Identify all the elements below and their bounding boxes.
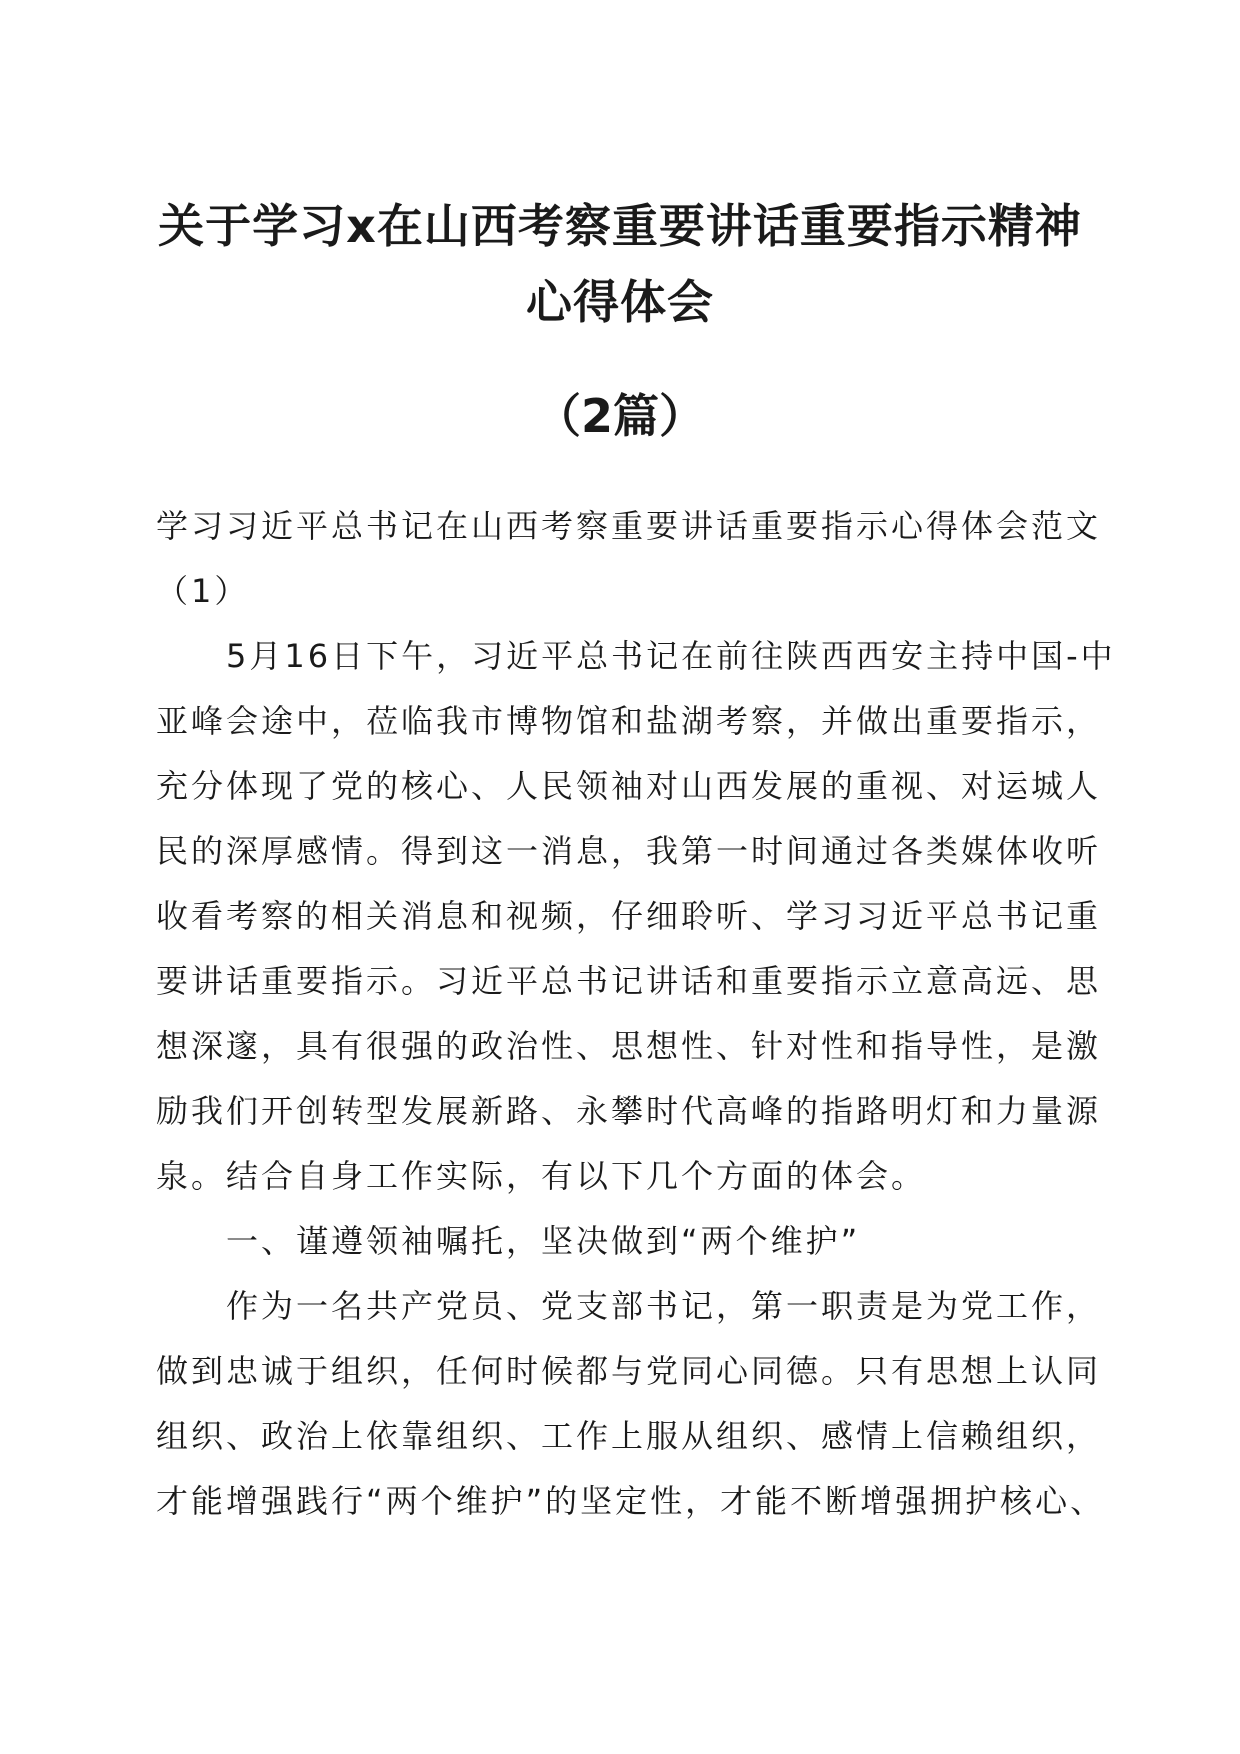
body-line: 学习习近平总书记在山西考察重要讲话重要指示心得体会范文 xyxy=(156,507,1102,545)
body-line: 组织、政治上依靠组织、工作上服从组织、感情上信赖组织， xyxy=(156,1417,1102,1455)
body-line: （1） xyxy=(156,572,250,610)
body-line: 收看考察的相关消息和视频，仔细聆听、学习习近平总书记重 xyxy=(156,897,1102,935)
title-line-2: 心得体会 xyxy=(526,275,714,329)
title-line-1: 关于学习x在山西考察重要讲话重要指示精神 xyxy=(158,199,1082,253)
body-line: 才能增强践行“两个维护”的坚定性，才能不断增强拥护核心、 xyxy=(156,1482,1106,1520)
body-line: 民的深厚感情。得到这一消息，我第一时间通过各类媒体收听 xyxy=(156,832,1102,870)
body-line: 充分体现了党的核心、人民领袖对山西发展的重视、对运城人 xyxy=(156,767,1102,805)
body-line: 亚峰会途中，莅临我市博物馆和盐湖考察，并做出重要指示， xyxy=(156,702,1102,740)
body-line: 作为一名共产党员、党支部书记，第一职责是为党工作， xyxy=(226,1287,1102,1325)
body-line: 做到忠诚于组织，任何时候都与党同心同德。只有思想上认同 xyxy=(156,1352,1102,1390)
document-title xyxy=(120,188,1120,340)
document-body xyxy=(156,494,1116,1534)
document-subtitle: （2篇） xyxy=(534,389,705,443)
section-heading: 一、谨遵领袖嘱托，坚决做到“两个维护” xyxy=(226,1222,861,1260)
body-line: 5月16日下午，习近平总书记在前往陕西西安主持中国-中 xyxy=(226,637,1116,675)
body-line: 泉。结合自身工作实际，有以下几个方面的体会。 xyxy=(156,1157,927,1195)
body-line: 励我们开创转型发展新路、永攀时代高峰的指路明灯和力量源 xyxy=(156,1092,1102,1130)
body-line: 想深邃，具有很强的政治性、思想性、针对性和指导性，是激 xyxy=(156,1027,1102,1065)
body-line: 要讲话重要指示。习近平总书记讲话和重要指示立意高远、思 xyxy=(156,962,1102,1000)
